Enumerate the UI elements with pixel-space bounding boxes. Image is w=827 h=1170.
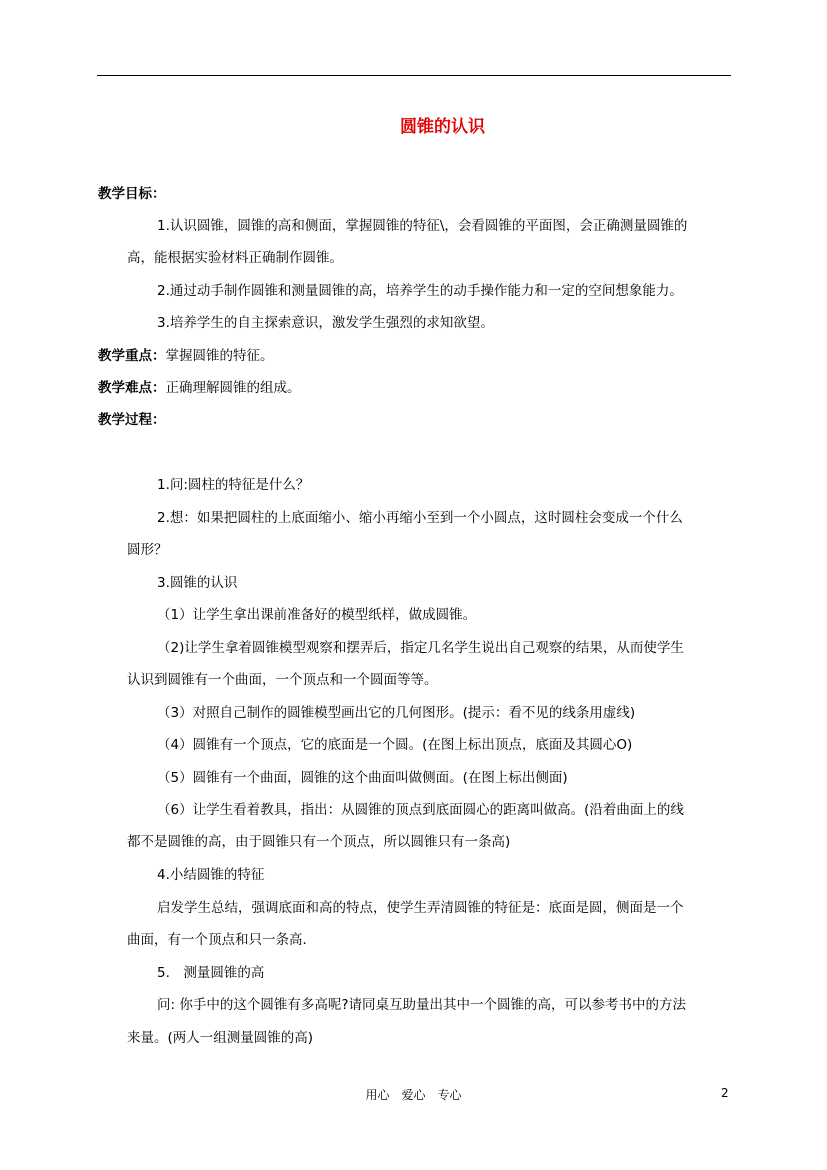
process-item-3: 3.圆锥的认识 (157, 575, 238, 591)
page-title: 圆锥的认识 (400, 117, 485, 137)
process-item-3-1: （1）让学生拿出课前准备好的模型纸样，做成圆锥。 (157, 607, 477, 623)
difficulty-label: 教学难点： (98, 380, 166, 396)
header-rule (97, 75, 731, 76)
objectives-heading: 教学目标： (98, 186, 166, 202)
process-item-5-line-1: 问: 你手中的这个圆锥有多高呢?请同桌互助量出其中一个圆锥的高，可以参考书中的方法 (157, 997, 687, 1013)
process-item-3-2-line-1: （2)让学生拿着圆锥模型观察和摆弄后，指定几名学生说出自己观察的结果，从而使学生 (157, 640, 684, 656)
objective-2: 2.通过动手制作圆锥和测量圆锥的高，培养学生的动手操作能力和一定的空间想象能力。 (157, 283, 683, 299)
page-number: 2 (721, 1086, 729, 1100)
footer-motto: 用心 爱心 专心 (365, 1088, 462, 1102)
process-item-2-line-1: 2.想：如果把圆柱的上底面缩小、缩小再缩小至到一个小圆点，这时圆柱会变成一个什么 (157, 510, 683, 526)
process-item-2-line-2: 圆形？ (127, 542, 168, 558)
process-item-3-6-line-1: （6）让学生看着教具，指出：从圆锥的顶点到底面圆心的距离叫做高。(沿着曲面上的线 (157, 802, 684, 818)
key-point (98, 346, 274, 366)
process-heading: 教学过程： (98, 412, 166, 428)
objective-1-line-2: 高，能根据实验材料正确制作圆锥。 (127, 250, 343, 266)
objective-3: 3.培养学生的自主探索意识，激发学生强烈的求知欲望。 (157, 315, 494, 331)
objective-1-line-1: 1.认识圆锥，圆锥的高和侧面，掌握圆锥的特征\，会看圆锥的平面图，会正确测量圆锥的 (157, 218, 688, 234)
process-item-3-6-line-2: 都不是圆锥的高，由于圆锥只有一个顶点，所以圆锥只有一条高) (127, 834, 511, 850)
difficulty-text: 正确理解圆锥的组成。 (165, 380, 301, 396)
process-item-3-4: （4）圆锥有一个顶点，它的底面是一个圆。(在图上标出顶点，底面及其圆心O) (157, 737, 633, 753)
process-item-1: 1.问:圆柱的特征是什么？ (157, 477, 310, 493)
process-item-4-line-1: 启发学生总结，强调底面和高的特点，使学生弄清圆锥的特征是：底面是圆，侧面是一个 (157, 900, 684, 916)
process-item-3-5: （5）圆锥有一个曲面，圆锥的这个曲面叫做侧面。(在图上标出侧面) (157, 770, 568, 786)
process-item-3-2-line-2: 认识到圆锥有一个曲面，一个顶点和一个圆面等等。 (127, 672, 438, 688)
key-point-label: 教学重点： (98, 348, 166, 364)
process-item-4: 4.小结圆锥的特征 (157, 867, 265, 883)
key-point-text: 掌握圆锥的特征。 (165, 348, 274, 364)
process-item-5-line-2: 来量。(两人一组测量圆锥的高) (127, 1030, 314, 1046)
process-item-4-line-2: 曲面，有一个顶点和只一条高． (127, 932, 316, 948)
process-item-5: 5. 测量圆锥的高 (157, 965, 265, 981)
difficulty (98, 378, 301, 398)
process-item-3-3: （3）对照自己制作的圆锥模型画出它的几何图形。(提示：看不见的线条用虚线) (157, 705, 636, 721)
